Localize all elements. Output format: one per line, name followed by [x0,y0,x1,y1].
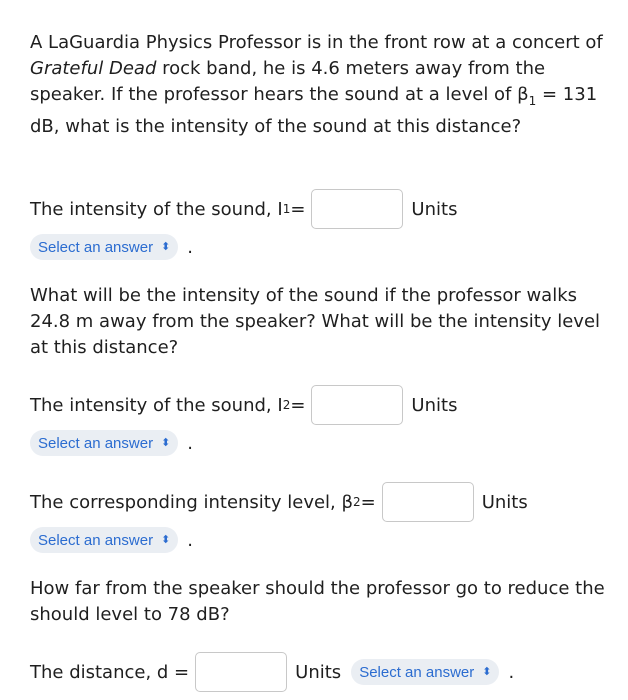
part4-label: The distance, d = [30,661,190,683]
beta-symbol: β [517,84,529,105]
question-intro [30,30,605,140]
part4-units-label: Units [295,661,342,683]
intro-text-2: rock band, he is 4.6 meters away from the speaker. If the professor hears the sound at a level of [30,58,546,105]
up-down-chevron-icon: ⬍ [161,533,171,546]
intro-text-3: = 131 dB, what is the intensity of the sound at this distance? [30,84,598,137]
part2-select-row [30,430,193,456]
part2-unit-select[interactable] [30,430,178,456]
part2-subscript: 2 [282,398,291,412]
part2-equals: = [290,394,306,416]
part3-select-label: Select an answer [38,531,154,549]
intensity-level-2-input[interactable] [382,482,474,522]
band-name: Grateful Dead [30,58,157,79]
part3-select-row [30,527,193,553]
up-down-chevron-icon: ⬍ [482,665,492,678]
question-2: What will be the intensity of the sound if the professor walks 24.8 m away from the speaker? What will be the intensity level at this distance? [30,285,601,358]
part1-equals: = [290,198,306,220]
part3-period: . [187,529,194,551]
part1-period: . [187,236,194,258]
intensity-2-input[interactable] [311,385,403,425]
question-3: How far from the speaker should the professor go to reduce the should level to 78 dB? [30,578,605,625]
beta-subscript: 1 [528,94,537,108]
part1-subscript: 1 [282,202,291,216]
part2-period: . [187,432,194,454]
part1-unit-select[interactable] [30,234,178,260]
part4-unit-select[interactable] [351,659,499,685]
part3-equals: = [360,491,376,513]
up-down-chevron-icon: ⬍ [161,240,171,253]
part2-label: The intensity of the sound, I [30,394,283,416]
part4-row [30,652,514,692]
part3-subscript: 2 [352,495,361,509]
distance-input[interactable] [195,652,287,692]
part2-row [30,385,457,425]
part4-period: . [508,661,515,683]
intensity-1-input[interactable] [311,189,403,229]
part1-units-label: Units [411,198,458,220]
part1-select-row [30,234,193,260]
part3-unit-select[interactable] [30,527,178,553]
part4-select-label: Select an answer [359,663,475,681]
part1-select-label: Select an answer [38,238,154,256]
intro-text-1: A LaGuardia Physics Professor is in the front row at a concert of [30,32,603,53]
part1-label: The intensity of the sound, I [30,198,283,220]
up-down-chevron-icon: ⬍ [161,436,171,449]
part3-row [30,482,528,522]
part1-row [30,189,457,229]
part3-label: The corresponding intensity level, β [30,491,353,513]
part3-units-label: Units [481,491,528,513]
part2-select-label: Select an answer [38,434,154,452]
part2-units-label: Units [411,394,458,416]
